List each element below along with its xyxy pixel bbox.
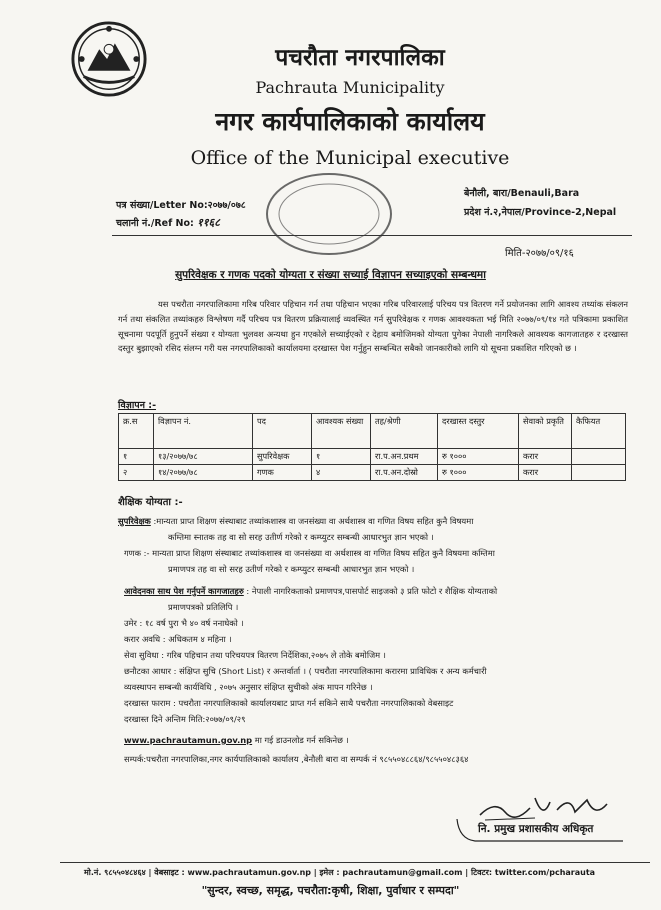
table-cell: ४ xyxy=(312,465,371,481)
col-required: आवश्यक संख्या xyxy=(312,414,371,449)
documents-text: : नेपाली नागरिकताको प्रमाणपत्र,पासपोर्ट साइजको ३ प्रति फोटो र शैक्षिक योग्यताको xyxy=(243,586,498,596)
documents-label: आवेदनका साथ पेश गर्नुपर्ने कागजातहरु xyxy=(124,586,244,596)
table-cell: २ xyxy=(119,465,154,481)
table-cell: रु १००० xyxy=(438,449,519,465)
notice-subject: सुपरिवेक्षक र गणक पदको योग्यता र संख्या सच्याई विज्ञापन सच्याइएको सम्बन्धमा xyxy=(175,269,486,281)
application-form: दरखास्त फाराम : पचरौता नगरपालिकाको कार्यालयबाट प्राप्त गर्न सकिने साथै पचरौता नगरपालिकाको वेबसाइट xyxy=(124,698,454,708)
footer-divider xyxy=(60,862,650,863)
table-cell xyxy=(572,465,626,481)
enumerator-line-1: गणक :- मान्यता प्राप्त शिक्षण संस्थाबाट तथ्यांकशास्त्र वा जनसंख्या वा अर्थशास्त्र वा गणित विषय सहित कुनै विषयमा कम्तिमा xyxy=(124,548,495,558)
letter-number: पत्र संख्या/Letter No:२०७७/०७८ xyxy=(116,200,246,211)
enumerator-line-2: प्रमाणपत्र तह वा सो सरह उतीर्ण गरेको र कम्प्युटर सम्बन्धी आधारभुत ज्ञान भएको । xyxy=(168,564,415,574)
table-cell: रा.प.अन.दोस्रो xyxy=(371,465,438,481)
advertisement-label: विज्ञापन :- xyxy=(118,400,157,411)
col-fee: दरखास्त दस्तुर xyxy=(438,414,519,449)
col-ad-no: विज्ञापन नं. xyxy=(154,414,253,449)
col-level: तह/श्रेणी xyxy=(371,414,438,449)
table-row xyxy=(119,449,626,465)
education-heading: शैक्षिक योग्यता :- xyxy=(118,497,183,508)
table-cell: करार xyxy=(519,465,572,481)
address-line-2: प्रदेश नं.२,नेपाल/Province-2,Nepal xyxy=(464,207,617,218)
table-cell: गणक xyxy=(253,465,312,481)
documents-line-2: प्रमाणपत्रको प्रतिलिपि । xyxy=(168,602,239,612)
documents-line-1 xyxy=(124,584,497,599)
footer-contact: मो.नं. ९८५५०४८४६४ | वेबसाइट : www.pachrautamun.gov.np | इमेल : pachrautamun@gmail.com | टिवटर: twitter.com/pcharauta xyxy=(84,868,596,877)
website-link[interactable]: www.pachrautamun.gov.np xyxy=(124,735,253,745)
vacancy-table xyxy=(118,413,626,481)
table-cell: रा.प.अन.प्रथम xyxy=(371,449,438,465)
table-header-row xyxy=(119,414,626,449)
col-service: सेवाको प्रकृति xyxy=(519,414,572,449)
website-text: मा गई डाउनलोड गर्न सकिनेछ । xyxy=(252,735,349,745)
service-benefits: सेवा सुविधा : गरिब पहिचान तथा परिचयपत्र वितरण निर्देशिका,२०७५ ले तोके बमोजिम । xyxy=(124,650,386,660)
selection-basis-1: छनौटका आधार : संक्षिप्त सुचि (Short List) र अन्तर्वार्ता । ( पचरौता नगरपालिकामा करारमा प्राविधिक र अन्य कर्मचारी xyxy=(124,666,487,676)
municipality-name-en: Pachrauta Municipality xyxy=(255,78,445,97)
table-cell: १ xyxy=(312,449,371,465)
ref-label: चलानी नं./Ref No: xyxy=(116,218,198,229)
col-sn: क्र.स xyxy=(119,414,154,449)
supervisor-label: सुपरिवेक्षक xyxy=(118,516,151,526)
selection-basis-2: व्यवस्थापन सम्बन्धी कार्यविधि , २०७५ अनुसार संक्षिप्त सुचीको अंक मापन गरिनेछ । xyxy=(124,682,373,692)
office-name-en: Office of the Municipal executive xyxy=(190,147,510,169)
notice-date: मिति-२०७७/०९/१६ xyxy=(505,248,574,259)
table-cell: रु १००० xyxy=(438,465,519,481)
table-cell: सुपरिवेक्षक xyxy=(253,449,312,465)
application-deadline: दरखास्त दिने अन्तिम मिति:२०७७/०९/२९ xyxy=(124,714,246,724)
website-line xyxy=(124,733,349,748)
table-cell: करार xyxy=(519,449,572,465)
supervisor-line-2: कम्तिमा स्नातक तह वा सो सरह उतीर्ण गरेको र कम्प्युटर सम्बन्धी आधारभुत ज्ञान भएको । xyxy=(168,532,434,542)
contact-line: सम्पर्क:पचरौता नगरपालिका,नगर कार्यपालिकाको कार्यालय ,बेनौली बारा वा सम्पर्क नं ९८५५०४८८६४/९८५५०४८३६४ xyxy=(124,754,469,764)
supervisor-line-1 xyxy=(118,514,473,529)
ref-value: ११६८ xyxy=(197,216,220,229)
age-requirement: उमेर : १८ वर्ष पुरा भै ४० वर्ष ननाघेको । xyxy=(124,618,244,628)
table-cell: १४/२०७७/७८ xyxy=(154,465,253,481)
intro-paragraph: यस पचरौता नगरपालिकामा गरिब परिवार पहिचान गर्न तथा पहिचान भएका गरिब परिवारलाई परिचय पत्र वितरण गर्ने प्रयोजनका लागि आवश्य तथ्यांक संकलन गर्न तथा संकलित तथ्यांकहरु विश्लेषण गर्दै परिचय पत्र वितरण प्रक्रियालाई व्यवस्थित गर्न सुपरिवेक्षक र गणक आवश्यकता भई मिति २०७७/०९/१४ गते पत्रिकामा प्रकाशित सूचनामा पदपूर्ति हुनुपर्ने संख्या र योग्यता भुलवश अन्यथा हुन गएकोले सच्याईएको र देहाय बमोजिमको योग्यता पुगेका नेपाली नागरिकले आवश्यक कागजातहरु र दरखास्त दस्तुर बुझाएको रसिद संलग्न गरी यस नगरपालिकाको कार्यालयमा दरखास्त पेश गर्नुहुन सम्बन्धित सबैको जानकारीको लागि यो सूचना प्रकाशित गरिएको छ । xyxy=(118,299,628,354)
office-name-ne: नगर कार्यपालिकाको कार्यालय xyxy=(215,107,485,136)
contract-period: करार अवधि : अधिकतम ४ महिना । xyxy=(124,634,232,644)
footer-slogan: "सुन्दर, स्वच्छ, समृद्ध, पचरौता:कृषी, शिक्षा, पुर्वाधार र सम्पदा" xyxy=(201,884,460,897)
office-stamp xyxy=(262,170,397,258)
signatory-title: नि. प्रमुख प्रशासकीय अधिकृत xyxy=(478,823,594,835)
table-cell: १ xyxy=(119,449,154,465)
municipality-name-ne: पचरौता नगरपालिका xyxy=(275,45,445,71)
supervisor-text: :मान्यता प्राप्त शिक्षण संस्थाबाट तथ्यांकशास्त्र वा जनसंख्या वा अर्थशास्त्र वा गणित विषय सहित कुनै विषयमा xyxy=(150,516,474,526)
address-line-1: बेनौली, बारा/Benauli,Bara xyxy=(464,188,580,199)
reference-number xyxy=(116,215,220,230)
table-row xyxy=(119,465,626,481)
table-cell: १३/२०७७/७८ xyxy=(154,449,253,465)
col-post: पद xyxy=(253,414,312,449)
col-remarks: कैफियत xyxy=(572,414,626,449)
table-cell xyxy=(572,449,626,465)
header-divider xyxy=(112,235,632,236)
